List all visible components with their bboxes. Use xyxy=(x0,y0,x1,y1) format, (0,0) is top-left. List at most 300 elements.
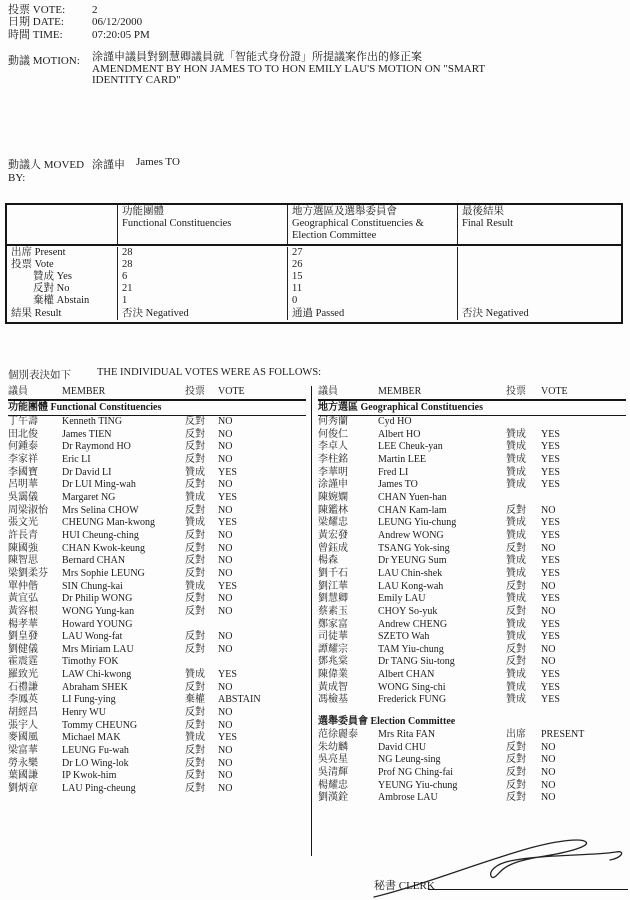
member-name-en: LAW Chi-kwong xyxy=(62,669,132,681)
vote-zh: 反對 xyxy=(506,643,526,655)
member-name-en: James TO xyxy=(378,479,418,491)
summary-header-fc-zh: 功能團體 xyxy=(122,206,164,217)
individual-votes-title xyxy=(8,367,321,382)
vote-zh: 贊成 xyxy=(185,466,205,478)
member-name-zh: 蔡素玉 xyxy=(318,605,348,617)
member-name-en: Mrs Sophie LEUNG xyxy=(62,567,145,579)
member-name-en: Mrs Rita FAN xyxy=(378,729,436,741)
vote-en xyxy=(541,492,626,505)
member-row xyxy=(318,568,626,581)
member-name-en: NG Leung-sing xyxy=(378,754,441,766)
member-row xyxy=(318,505,626,518)
member-row xyxy=(8,467,306,480)
member-name-zh: 何鍾泰 xyxy=(8,441,38,453)
vote-en: ABSTAIN xyxy=(218,694,261,706)
col-vote-en: VOTE xyxy=(541,386,568,397)
summary-cell-final xyxy=(457,247,621,259)
member-name-en: SIN Chung-kai xyxy=(62,580,123,592)
member-name-zh: 吳靄儀 xyxy=(8,491,38,503)
vote-en: YES xyxy=(541,669,560,681)
member-name-en: Mrs Selina CHOW xyxy=(62,504,139,516)
member-name-zh: 張文光 xyxy=(8,517,38,529)
vote-zh: 贊成 xyxy=(506,618,526,630)
vote-en: YES xyxy=(541,593,560,605)
member-name-zh: 呂明華 xyxy=(8,479,38,491)
vote-zh: 贊成 xyxy=(185,517,205,529)
member-name-zh: 譚耀宗 xyxy=(318,643,348,655)
member-name-en: LAU Kong-wah xyxy=(378,580,444,592)
member-row xyxy=(318,543,626,556)
member-name-zh: 陳智思 xyxy=(8,555,38,567)
vote-zh: 棄權 xyxy=(185,694,205,706)
summary-row xyxy=(7,259,621,271)
vote-zh: 反對 xyxy=(506,580,526,592)
member-name-en: LAU Chin-shek xyxy=(378,567,443,579)
member-row xyxy=(8,770,306,783)
member-row xyxy=(318,581,626,594)
member-row xyxy=(8,479,306,492)
vote-en: NO xyxy=(218,542,233,554)
member-name-en: Dr LO Wing-lok xyxy=(62,757,129,769)
vote-zh xyxy=(185,656,218,669)
vote-zh: 出席 xyxy=(506,729,526,741)
vote-en: YES xyxy=(541,694,560,706)
individual-votes-title-en: THE INDIVIDUAL VOTES WERE AS FOLLOWS: xyxy=(97,367,322,378)
vote-zh: 反對 xyxy=(185,542,205,554)
member-name-en: Fred LI xyxy=(378,466,409,478)
member-name-zh: 李國寶 xyxy=(8,466,38,478)
vote-en xyxy=(541,416,626,429)
vote-zh: 反對 xyxy=(185,529,205,541)
member-name-en: Michael MAK xyxy=(62,732,121,744)
vote-en: NO xyxy=(541,580,556,592)
vote-zh: 反對 xyxy=(185,757,205,769)
vote-en: YES xyxy=(541,517,560,529)
summary-cell-final xyxy=(457,283,621,295)
member-name-en: LEUNG Fu-wah xyxy=(62,745,129,757)
section-title-functional xyxy=(8,401,306,416)
time-label: 時間 TIME: xyxy=(8,28,63,41)
member-row xyxy=(318,767,626,780)
member-name-zh: 吳亮星 xyxy=(318,754,348,766)
member-name-en: Abraham SHEK xyxy=(62,681,128,693)
member-row xyxy=(8,441,306,454)
member-name-zh: 梁耀忠 xyxy=(318,517,348,529)
member-row xyxy=(318,669,626,682)
member-name-zh: 黃成智 xyxy=(318,681,348,693)
member-name-en: Kenneth TING xyxy=(62,416,123,427)
vote-zh: 反對 xyxy=(185,783,205,795)
member-name-en: Margaret NG xyxy=(62,491,116,503)
member-name-zh: 司徒華 xyxy=(318,631,348,643)
section-title-geographical-zh: 地方選區 xyxy=(318,402,358,413)
summary-header-final-en: Final Result xyxy=(462,218,514,229)
votes-column-header xyxy=(8,385,306,401)
vote-number-label: 投票 VOTE: xyxy=(8,4,66,16)
moved-by-row xyxy=(8,156,180,184)
summary-row-label: 結果 Result xyxy=(11,308,62,319)
col-vote-zh: 投票 xyxy=(185,386,205,397)
vote-zh: 反對 xyxy=(185,416,205,427)
vote-en: NO xyxy=(541,643,556,655)
member-name-en: CHAN Kam-lam xyxy=(378,504,447,516)
member-row xyxy=(318,416,626,429)
member-row xyxy=(318,593,626,606)
member-name-zh: 曾鈺成 xyxy=(318,542,348,554)
member-name-zh: 楊耀忠 xyxy=(318,779,348,791)
member-row xyxy=(8,720,306,733)
member-row xyxy=(8,530,306,543)
member-name-en: LAU Wong-fat xyxy=(62,631,123,643)
member-name-en: Martin LEE xyxy=(378,453,427,465)
time-row xyxy=(8,29,150,41)
member-name-en: CHAN Kwok-keung xyxy=(62,542,146,554)
vote-en: YES xyxy=(218,466,237,478)
member-name-en: TAM Yiu-chung xyxy=(378,643,444,655)
summary-row-label: 棄權 Abstain xyxy=(33,295,90,306)
vote-number-value: 2 xyxy=(92,4,98,16)
vote-zh: 反對 xyxy=(185,479,205,491)
vote-zh: 反對 xyxy=(185,593,205,605)
vote-zh: 贊成 xyxy=(506,428,526,440)
vote-zh: 反對 xyxy=(506,779,526,791)
vote-number-row xyxy=(8,4,150,16)
vote-en: NO xyxy=(218,479,233,491)
member-name-zh: 丁午壽 xyxy=(8,416,38,427)
summary-row-label: 贊成 Yes xyxy=(33,271,72,282)
member-name-zh: 陳婉嫻 xyxy=(318,491,348,503)
member-name-en: CHOY So-yuk xyxy=(378,605,438,617)
member-name-zh: 葉國謙 xyxy=(8,770,38,782)
vote-zh: 反對 xyxy=(506,542,526,554)
vote-en: YES xyxy=(541,618,560,630)
member-name-en: WONG Yung-kan xyxy=(62,605,135,617)
member-name-zh: 劉江華 xyxy=(318,580,348,592)
vote-zh: 反對 xyxy=(185,707,205,719)
summary-header-fc xyxy=(117,205,287,244)
member-row xyxy=(8,416,306,429)
member-name-en: Dr David LI xyxy=(62,466,112,478)
vote-en: NO xyxy=(541,656,556,668)
member-name-zh: 勞永樂 xyxy=(8,757,38,769)
col-member-zh: 議員 xyxy=(318,386,338,397)
member-row xyxy=(8,656,306,669)
member-name-en: Bernard CHAN xyxy=(62,555,126,567)
summary-table xyxy=(5,203,623,324)
member-name-zh: 馮檢基 xyxy=(318,694,348,706)
vote-en: YES xyxy=(541,441,560,453)
member-name-en: David CHU xyxy=(378,741,427,753)
vote-en xyxy=(218,656,306,669)
vote-en: NO xyxy=(218,428,233,440)
vote-en: NO xyxy=(218,719,233,731)
member-name-en: IP Kwok-him xyxy=(62,770,117,782)
member-name-zh: 劉炳章 xyxy=(8,783,38,795)
member-name-en: Mrs Miriam LAU xyxy=(62,643,134,655)
vote-en: NO xyxy=(218,681,233,693)
member-row xyxy=(8,555,306,568)
member-row xyxy=(318,606,626,619)
summary-cell-final xyxy=(457,271,621,283)
summary-cell-fc: 否決 Negatived xyxy=(117,307,287,320)
member-row xyxy=(8,505,306,518)
member-name-en: Albert HO xyxy=(378,428,421,440)
vote-en: YES xyxy=(218,669,237,681)
section-title-geographical xyxy=(318,401,626,416)
member-name-en: CHAN Yuen-han xyxy=(378,491,447,503)
member-row xyxy=(8,783,306,796)
motion-text xyxy=(92,52,485,87)
vote-en: NO xyxy=(541,754,556,766)
vote-zh: 反對 xyxy=(506,792,526,804)
motion-line-en2: IDENTITY CARD" xyxy=(92,74,181,87)
vote-zh: 贊成 xyxy=(506,567,526,579)
gc-rows xyxy=(318,416,626,707)
member-row xyxy=(8,543,306,556)
vote-zh: 反對 xyxy=(185,555,205,567)
vote-zh: 反對 xyxy=(185,643,205,655)
vote-en: NO xyxy=(218,504,233,516)
summary-cell-gc: 0 xyxy=(287,295,457,307)
summary-rows xyxy=(7,246,621,322)
vote-zh: 贊成 xyxy=(506,453,526,465)
vote-en: NO xyxy=(218,567,233,579)
member-name-zh: 李柱銘 xyxy=(318,453,348,465)
votes-column-header xyxy=(318,385,626,401)
section-title-election-committee-en: Election Committee xyxy=(370,716,456,728)
vote-en: NO xyxy=(218,707,233,719)
col-vote-zh: 投票 xyxy=(506,386,526,397)
vote-en: NO xyxy=(218,745,233,757)
member-row xyxy=(8,631,306,644)
summary-row xyxy=(7,307,621,320)
member-name-zh: 楊孝華 xyxy=(8,618,38,630)
vote-zh: 贊成 xyxy=(506,669,526,681)
member-name-en: Dr Philip WONG xyxy=(62,593,133,605)
vote-en: NO xyxy=(541,605,556,617)
member-name-zh: 梁劉柔芬 xyxy=(8,567,48,579)
member-row xyxy=(8,745,306,758)
member-row xyxy=(318,656,626,669)
vote-zh: 贊成 xyxy=(506,479,526,491)
member-row xyxy=(318,780,626,793)
member-name-zh: 羅致光 xyxy=(8,669,38,681)
vote-zh: 贊成 xyxy=(506,466,526,478)
member-row xyxy=(8,581,306,594)
vote-zh: 反對 xyxy=(185,745,205,757)
vote-en: NO xyxy=(541,542,556,554)
summary-header-empty xyxy=(7,205,117,244)
summary-cell-fc: 28 xyxy=(117,259,287,271)
section-title-election-committee-zh: 選舉委員會 xyxy=(318,716,368,728)
member-name-zh: 劉健儀 xyxy=(8,643,38,655)
member-row xyxy=(318,479,626,492)
member-name-zh: 劉慧卿 xyxy=(318,593,348,605)
vote-zh: 贊成 xyxy=(506,555,526,567)
member-row xyxy=(8,517,306,530)
vote-en xyxy=(218,619,306,632)
member-name-zh: 陳國強 xyxy=(8,542,38,554)
member-name-en: Dr Raymond HO xyxy=(62,441,131,453)
member-row xyxy=(8,669,306,682)
summary-row-label: 反對 No xyxy=(33,283,70,294)
member-name-zh: 胡經昌 xyxy=(8,707,38,719)
member-row xyxy=(8,732,306,745)
summary-cell-gc: 26 xyxy=(287,259,457,271)
vote-en: YES xyxy=(218,732,237,744)
vote-zh: 反對 xyxy=(506,504,526,516)
member-row xyxy=(8,568,306,581)
member-name-en: Dr YEUNG Sum xyxy=(378,555,447,567)
member-row xyxy=(8,454,306,467)
vote-en: YES xyxy=(541,479,560,491)
vote-en: NO xyxy=(541,779,556,791)
section-title-functional-en: Functional Constituencies xyxy=(50,402,162,413)
vote-zh: 反對 xyxy=(185,428,205,440)
motion-line-zh: 涂謹申議員對劉慧卿議員就「智能式身份證」所提議案作出的修正案 xyxy=(92,51,422,63)
col-member-en: MEMBER xyxy=(62,386,106,397)
member-name-en: Prof NG Ching-fai xyxy=(378,767,453,779)
vote-en: NO xyxy=(218,529,233,541)
member-name-en: LEUNG Yiu-chung xyxy=(378,517,457,529)
vote-zh: 反對 xyxy=(506,656,526,668)
vote-en: YES xyxy=(541,529,560,541)
member-name-en: James TIEN xyxy=(62,428,112,440)
member-name-en: LI Fung-ying xyxy=(62,694,116,706)
member-row xyxy=(318,694,626,707)
member-name-en: Eric LI xyxy=(62,453,91,465)
summary-cell-gc: 通過 Passed xyxy=(287,307,457,320)
summary-cell-final xyxy=(457,295,621,307)
member-row xyxy=(318,467,626,480)
member-name-zh: 劉漢銓 xyxy=(318,792,348,804)
member-name-zh: 劉皇發 xyxy=(8,631,38,643)
summary-cell-final xyxy=(457,259,621,271)
summary-cell-gc: 11 xyxy=(287,283,457,295)
vote-zh xyxy=(506,492,541,505)
summary-cell-fc: 6 xyxy=(117,271,287,283)
member-row xyxy=(318,429,626,442)
section-title-election-committee xyxy=(318,715,626,729)
member-name-en: Emily LAU xyxy=(378,593,426,605)
vote-zh: 贊成 xyxy=(185,732,205,744)
member-row xyxy=(8,758,306,771)
vote-zh: 贊成 xyxy=(506,631,526,643)
member-name-zh: 周梁淑怡 xyxy=(8,504,48,516)
vote-zh: 反對 xyxy=(185,631,205,643)
vote-en: YES xyxy=(541,466,560,478)
summary-row xyxy=(7,271,621,283)
member-name-en: Howard YOUNG xyxy=(62,618,133,630)
member-row xyxy=(318,619,626,632)
mover-name-zh: 涂謹申 xyxy=(92,159,125,171)
vote-en: NO xyxy=(541,741,556,753)
section-title-functional-zh: 功能團體 xyxy=(8,402,48,413)
summary-header-gc-en: Geographical Constituencies & Election Committee xyxy=(292,218,424,241)
summary-cell-fc: 1 xyxy=(117,295,287,307)
column-divider xyxy=(311,386,312,856)
summary-row xyxy=(7,283,621,295)
vote-zh: 反對 xyxy=(506,741,526,753)
vote-zh: 反對 xyxy=(185,605,205,617)
vote-en: NO xyxy=(541,504,556,516)
member-name-zh: 單仲偕 xyxy=(8,580,38,592)
vote-zh: 反對 xyxy=(185,441,205,453)
votes-column-geographical xyxy=(318,385,626,805)
vote-en: NO xyxy=(218,783,233,795)
vote-en: NO xyxy=(218,605,233,617)
member-row xyxy=(8,606,306,619)
member-name-zh: 劉千石 xyxy=(318,567,348,579)
member-name-zh: 李卓人 xyxy=(318,441,348,453)
member-name-en: LEE Cheuk-yan xyxy=(378,441,443,453)
vote-en: NO xyxy=(218,757,233,769)
summary-cell-fc: 21 xyxy=(117,283,287,295)
member-row xyxy=(318,631,626,644)
member-row xyxy=(8,644,306,657)
clerk-signature xyxy=(360,836,630,900)
member-name-zh: 霍震霆 xyxy=(8,656,38,668)
vote-zh: 贊成 xyxy=(506,529,526,541)
vote-zh: 贊成 xyxy=(506,681,526,693)
member-name-en: SZETO Wah xyxy=(378,631,430,643)
member-name-zh: 楊森 xyxy=(318,555,338,567)
member-row xyxy=(8,682,306,695)
vote-en: NO xyxy=(218,441,233,453)
member-name-zh: 石禮謙 xyxy=(8,681,38,693)
vote-en: NO xyxy=(541,792,556,804)
member-name-zh: 黃宜弘 xyxy=(8,593,38,605)
vote-zh: 贊成 xyxy=(185,491,205,503)
member-row xyxy=(318,492,626,505)
col-member-zh: 議員 xyxy=(8,386,28,397)
vote-zh xyxy=(185,619,218,632)
motion-label: 動議 MOTION: xyxy=(8,55,80,67)
member-name-en: Cyd HO xyxy=(378,416,412,427)
member-name-en: Ambrose LAU xyxy=(378,792,438,804)
vote-en: YES xyxy=(541,453,560,465)
vote-en: NO xyxy=(218,555,233,567)
member-name-en: HUI Cheung-ching xyxy=(62,529,139,541)
section-title-geographical-en: Geographical Constituencies xyxy=(360,402,483,413)
member-name-zh: 梁富華 xyxy=(8,745,38,757)
vote-zh: 反對 xyxy=(185,681,205,693)
member-name-zh: 李家祥 xyxy=(8,453,38,465)
member-row xyxy=(318,792,626,805)
vote-zh: 反對 xyxy=(506,767,526,779)
member-name-en: Dr LUI Ming-wah xyxy=(62,479,136,491)
member-name-en: Albert CHAN xyxy=(378,669,435,681)
member-row xyxy=(318,454,626,467)
vote-zh: 贊成 xyxy=(506,694,526,706)
mover-name-en: James TO xyxy=(136,156,180,168)
member-name-zh: 田北俊 xyxy=(8,428,38,440)
summary-header-gc-zh: 地方選區及選舉委員會 xyxy=(292,206,397,217)
member-row xyxy=(318,555,626,568)
member-row xyxy=(318,682,626,695)
summary-header-final-zh: 最後結果 xyxy=(462,206,504,217)
summary-cell-gc: 15 xyxy=(287,271,457,283)
vote-zh: 贊成 xyxy=(506,517,526,529)
summary-row xyxy=(7,295,621,307)
member-name-en: CHEUNG Man-kwong xyxy=(62,517,156,529)
summary-cell-fc: 28 xyxy=(117,247,287,259)
vote-en: YES xyxy=(541,567,560,579)
summary-table-header xyxy=(7,205,621,246)
vote-en: NO xyxy=(218,770,233,782)
member-name-zh: 陳鑑林 xyxy=(318,504,348,516)
member-name-en: Tommy CHEUNG xyxy=(62,719,138,731)
